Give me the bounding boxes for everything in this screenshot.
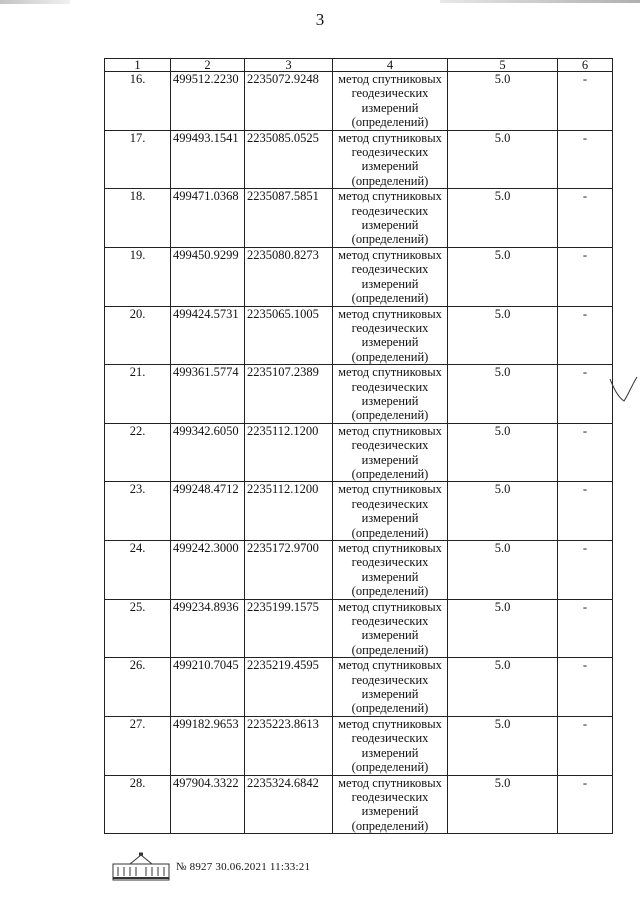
- x-coordinate-cell: 499342.6050: [171, 423, 245, 482]
- accuracy-cell: 5.0: [448, 306, 558, 365]
- note-cell: -: [558, 423, 613, 482]
- note-cell: -: [558, 247, 613, 306]
- x-coordinate-cell: 499361.5774: [171, 365, 245, 424]
- registration-number: № 8927 30.06.2021 11:33:21: [176, 861, 311, 873]
- row-number-cell: 24.: [105, 541, 171, 600]
- row-number-cell: 23.: [105, 482, 171, 541]
- method-cell: метод спутниковых геодезических измерений (определений): [333, 130, 448, 189]
- handwritten-check-mark: [608, 375, 638, 405]
- y-coordinate-cell: 2235112.1200: [245, 482, 333, 541]
- method-cell: метод спутниковых геодезических измерений (определений): [333, 72, 448, 131]
- row-number-cell: 22.: [105, 423, 171, 482]
- note-cell: -: [558, 541, 613, 600]
- x-coordinate-cell: 499234.8936: [171, 599, 245, 658]
- note-cell: -: [558, 189, 613, 248]
- note-cell: -: [558, 365, 613, 424]
- page-number: 3: [315, 10, 325, 29]
- y-coordinate-cell: 2235085.0525: [245, 130, 333, 189]
- accuracy-cell: 5.0: [448, 775, 558, 834]
- x-coordinate-cell: 499424.5731: [171, 306, 245, 365]
- method-cell: метод спутниковых геодезических измерений (определений): [333, 775, 448, 834]
- y-coordinate-cell: 2235172.9700: [245, 541, 333, 600]
- header-col-2: 2: [171, 59, 245, 72]
- row-number-cell: 20.: [105, 306, 171, 365]
- x-coordinate-cell: 499450.9299: [171, 247, 245, 306]
- header-col-1: 1: [105, 59, 171, 72]
- accuracy-cell: 5.0: [448, 423, 558, 482]
- row-number-cell: 27.: [105, 716, 171, 775]
- accuracy-cell: 5.0: [448, 247, 558, 306]
- row-number-cell: 28.: [105, 775, 171, 834]
- method-cell: метод спутниковых геодезических измерений (определений): [333, 247, 448, 306]
- row-number-cell: 26.: [105, 658, 171, 717]
- method-cell: метод спутниковых геодезических измерений (определений): [333, 189, 448, 248]
- y-coordinate-cell: 2235065.1005: [245, 306, 333, 365]
- table-row: [105, 482, 613, 541]
- accuracy-cell: 5.0: [448, 541, 558, 600]
- row-number-cell: 21.: [105, 365, 171, 424]
- footer-registration: [112, 852, 310, 882]
- method-cell: метод спутниковых геодезических измерений (определений): [333, 423, 448, 482]
- y-coordinate-cell: 2235080.8273: [245, 247, 333, 306]
- x-coordinate-cell: 499210.7045: [171, 658, 245, 717]
- x-coordinate-cell: 499242.3000: [171, 541, 245, 600]
- y-coordinate-cell: 2235072.9248: [245, 72, 333, 131]
- note-cell: -: [558, 599, 613, 658]
- y-coordinate-cell: 2235199.1575: [245, 599, 333, 658]
- x-coordinate-cell: 499248.4712: [171, 482, 245, 541]
- method-cell: метод спутниковых геодезических измерений (определений): [333, 482, 448, 541]
- row-number-cell: 19.: [105, 247, 171, 306]
- x-coordinate-cell: 499493.1541: [171, 130, 245, 189]
- method-cell: метод спутниковых геодезических измерений (определений): [333, 365, 448, 424]
- table-row: [105, 541, 613, 600]
- row-number-cell: 25.: [105, 599, 171, 658]
- table-row: [105, 365, 613, 424]
- header-col-3: 3: [245, 59, 333, 72]
- accuracy-cell: 5.0: [448, 716, 558, 775]
- note-cell: -: [558, 658, 613, 717]
- row-number-cell: 17.: [105, 130, 171, 189]
- table-row: [105, 130, 613, 189]
- x-coordinate-cell: 497904.3322: [171, 775, 245, 834]
- x-coordinate-cell: 499471.0368: [171, 189, 245, 248]
- accuracy-cell: 5.0: [448, 365, 558, 424]
- accuracy-cell: 5.0: [448, 72, 558, 131]
- scan-edge-right: [440, 0, 640, 3]
- table-row: [105, 716, 613, 775]
- y-coordinate-cell: 2235087.5851: [245, 189, 333, 248]
- table-row: [105, 775, 613, 834]
- note-cell: -: [558, 775, 613, 834]
- table-row: [105, 72, 613, 131]
- table-row: [105, 189, 613, 248]
- method-cell: метод спутниковых геодезических измерений (определений): [333, 306, 448, 365]
- accuracy-cell: 5.0: [448, 599, 558, 658]
- table-row: [105, 306, 613, 365]
- accuracy-cell: 5.0: [448, 658, 558, 717]
- note-cell: -: [558, 130, 613, 189]
- header-col-6: 6: [558, 59, 613, 72]
- x-coordinate-cell: 499182.9653: [171, 716, 245, 775]
- accuracy-cell: 5.0: [448, 482, 558, 541]
- coordinates-table: [104, 58, 613, 834]
- accuracy-cell: 5.0: [448, 130, 558, 189]
- scan-edge-left: [0, 0, 70, 4]
- header-col-5: 5: [448, 59, 558, 72]
- y-coordinate-cell: 2235112.1200: [245, 423, 333, 482]
- table-row: [105, 247, 613, 306]
- header-col-4: 4: [333, 59, 448, 72]
- method-cell: метод спутниковых геодезических измерений (определений): [333, 716, 448, 775]
- table-row: [105, 423, 613, 482]
- y-coordinate-cell: 2235107.2389: [245, 365, 333, 424]
- row-number-cell: 16.: [105, 72, 171, 131]
- note-cell: -: [558, 72, 613, 131]
- y-coordinate-cell: 2235324.6842: [245, 775, 333, 834]
- method-cell: метод спутниковых геодезических измерений (определений): [333, 599, 448, 658]
- method-cell: метод спутниковых геодезических измерений (определений): [333, 541, 448, 600]
- note-cell: -: [558, 306, 613, 365]
- row-number-cell: 18.: [105, 189, 171, 248]
- table-row: [105, 599, 613, 658]
- y-coordinate-cell: 2235219.4595: [245, 658, 333, 717]
- method-cell: метод спутниковых геодезических измерений (определений): [333, 658, 448, 717]
- note-cell: -: [558, 482, 613, 541]
- note-cell: -: [558, 716, 613, 775]
- y-coordinate-cell: 2235223.8613: [245, 716, 333, 775]
- table-header-row: [105, 59, 613, 72]
- table-row: [105, 658, 613, 717]
- accuracy-cell: 5.0: [448, 189, 558, 248]
- government-building-icon: [112, 852, 170, 882]
- x-coordinate-cell: 499512.2230: [171, 72, 245, 131]
